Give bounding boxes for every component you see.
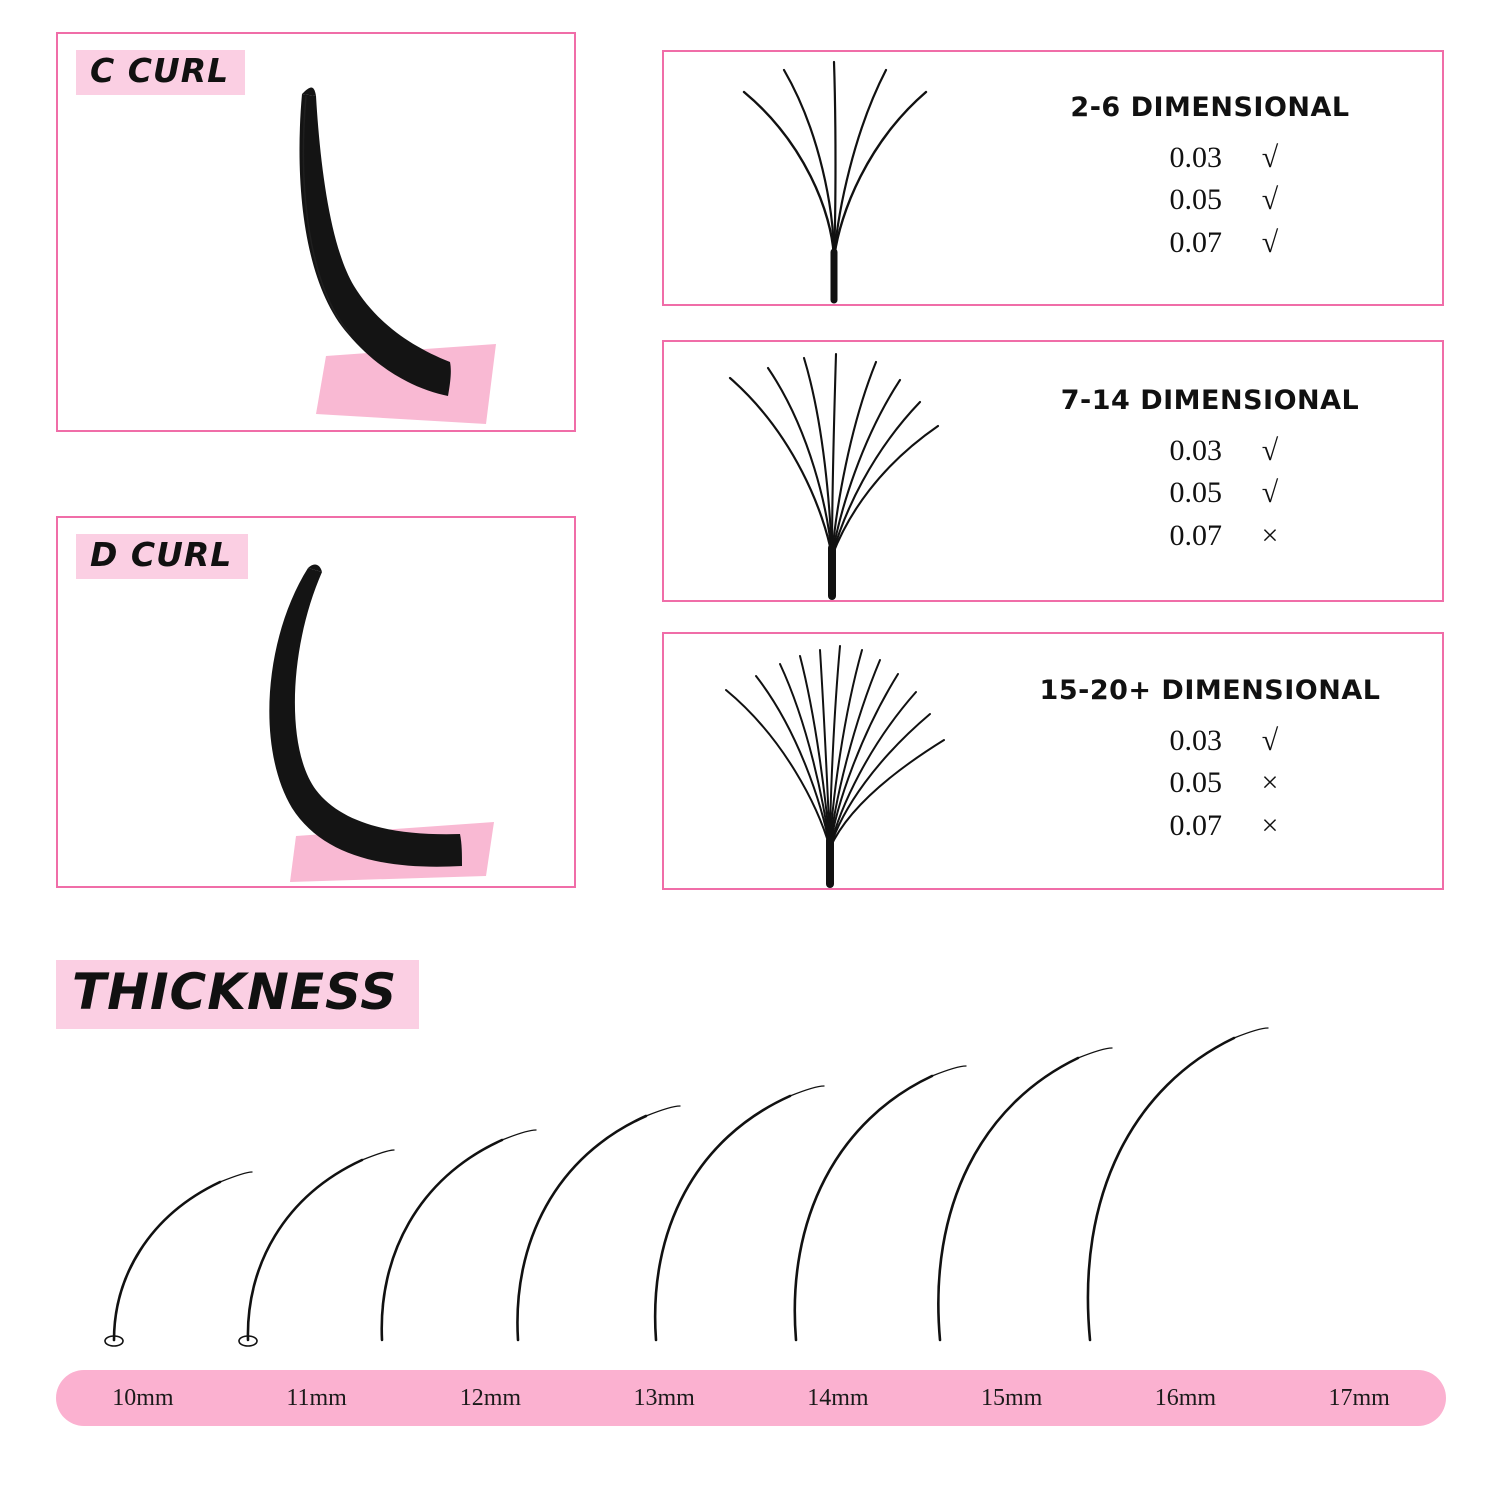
lash-11mm	[239, 1150, 394, 1346]
fan-illustration-7-14	[664, 342, 1004, 600]
availability-row	[1136, 805, 1284, 848]
availability-row	[1136, 515, 1284, 558]
fan-illustration-15-20	[664, 634, 1004, 888]
availability-row	[1136, 430, 1284, 473]
availability-row	[1136, 137, 1284, 180]
curl-panel-c	[56, 32, 576, 432]
thickness-value: 0.07	[1169, 808, 1222, 842]
lash-length-row	[56, 1010, 1446, 1350]
lash-14mm	[655, 1086, 824, 1340]
dimensional-info-7-14	[1004, 385, 1442, 558]
fan-svg-5-lashes	[664, 52, 1004, 304]
d-curl-label: D CURL	[76, 534, 248, 579]
thickness-value: 0.05	[1169, 183, 1222, 217]
lash-length-svg	[56, 1010, 1446, 1350]
scale-tick: 11mm	[286, 1384, 347, 1411]
scale-tick: 14mm	[807, 1384, 869, 1411]
lash-10mm	[105, 1172, 252, 1346]
dimensional-panel-2-6	[662, 50, 1444, 306]
scale-tick: 10mm	[112, 1384, 174, 1411]
thickness-section-label: THICKNESS	[56, 960, 419, 1029]
scale-tick: 16mm	[1154, 1384, 1217, 1411]
availability-row	[1136, 762, 1284, 805]
availability-mark: √	[1261, 476, 1279, 510]
availability-mark: √	[1261, 433, 1279, 467]
dimensional-title: 2-6 DIMENSIONAL	[1070, 91, 1350, 123]
length-scale-bar	[56, 1370, 1446, 1426]
c-curl-label: C CURL	[76, 50, 245, 95]
availability-row	[1136, 472, 1284, 515]
dimensional-panel-7-14	[662, 340, 1444, 602]
thickness-value: 0.07	[1169, 225, 1222, 259]
dimensional-title: 7-14 DIMENSIONAL	[1060, 384, 1360, 416]
availability-mark: √	[1261, 723, 1279, 757]
d-curl-lash-body	[269, 568, 462, 867]
dimensional-panel-15-20	[662, 632, 1444, 890]
availability-row	[1136, 179, 1284, 222]
fan-svg-8-lashes	[664, 342, 1004, 600]
availability-row	[1136, 222, 1284, 265]
lash-15mm	[795, 1066, 966, 1340]
dimensional-title: 15-20+ DIMENSIONAL	[1039, 674, 1381, 706]
availability-mark: √	[1261, 183, 1279, 217]
scale-tick: 15mm	[980, 1384, 1043, 1411]
thickness-value: 0.03	[1169, 723, 1222, 757]
dimensional-info-15-20	[1004, 675, 1442, 848]
availability-row	[1136, 720, 1284, 763]
scale-tick: 17mm	[1328, 1384, 1390, 1411]
thickness-availability-list	[1136, 720, 1284, 848]
dimensional-info-2-6	[1004, 92, 1442, 265]
fan-illustration-2-6	[664, 52, 1004, 304]
thickness-availability-list	[1136, 137, 1284, 265]
thickness-availability-list	[1136, 430, 1284, 558]
lash-12mm	[382, 1130, 536, 1340]
availability-mark: ×	[1261, 766, 1279, 800]
thickness-value: 0.07	[1169, 518, 1222, 552]
lash-16mm	[938, 1048, 1112, 1340]
thickness-value: 0.03	[1169, 433, 1222, 467]
scale-tick: 13mm	[633, 1384, 695, 1411]
availability-mark: √	[1261, 140, 1279, 174]
lash-17mm	[1088, 1028, 1268, 1340]
availability-mark: ×	[1261, 518, 1279, 552]
availability-mark: ×	[1261, 808, 1279, 842]
fan-svg-12-lashes	[664, 634, 1004, 888]
curl-panel-d	[56, 516, 576, 888]
thickness-value: 0.05	[1169, 766, 1222, 800]
thickness-value: 0.03	[1169, 140, 1222, 174]
availability-mark: √	[1261, 225, 1279, 259]
thickness-value: 0.05	[1169, 476, 1222, 510]
scale-tick: 12mm	[459, 1384, 522, 1411]
